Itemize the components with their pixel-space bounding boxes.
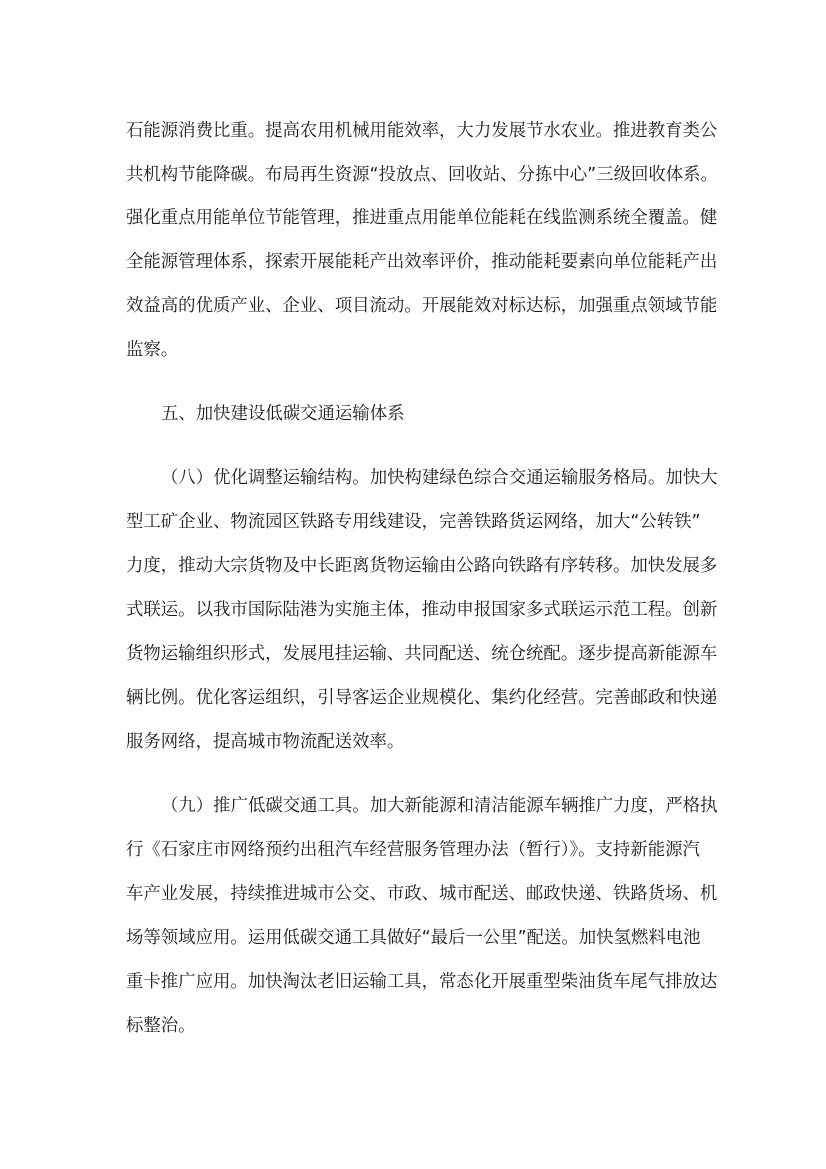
text-line: 效益高的优质产业、企业、项目流动。开展能效对标达标，加强重点领域节能 <box>126 296 718 316</box>
text-line: 车产业发展，持续推进城市公交、市政、城市配送、邮政快递、铁路货场、机 <box>126 884 718 904</box>
text-line: （九）推广低碳交通工具。加大新能源和清洁能源车辆推广力度，严格执 <box>161 796 718 816</box>
text-line: 货物运输组织形式，发展甩挂运输、共同配送、统仓统配。逐步提高新能源车 <box>126 644 718 664</box>
text-line: 式联运。以我市国际陆港为实施主体，推动申报国家多式联运示范工程。创新 <box>126 600 718 620</box>
text-line: 场等领域应用。运用低碳交通工具做好“最后一公里”配送。加快氢燃料电池 <box>126 928 701 948</box>
text-line: 重卡推广应用。加快淘汰老旧运输工具，常态化开展重型柴油货车尾气排放达 <box>126 972 718 992</box>
text-line: 全能源管理体系，探索开展能耗产出效率评价，推动能耗要素向单位能耗产出 <box>126 252 718 272</box>
text-line: （八）优化调整运输结构。加快构建绿色综合交通运输服务格局。加快大 <box>161 468 718 488</box>
section-heading: 五、加快建设低碳交通运输体系 <box>161 404 405 424</box>
text-line: 力度，推动大宗货物及中长距离货物运输由公路向铁路有序转移。加快发展多 <box>126 556 718 576</box>
text-line: 行《石家庄市网络预约出租汽车经营服务管理办法（暂行）》。支持新能源汽 <box>126 840 700 860</box>
text-line: 服务网络，提高城市物流配送效率。 <box>126 732 405 752</box>
text-line: 辆比例。优化客运组织，引导客运企业规模化、集约化经营。完善邮政和快递 <box>126 688 718 708</box>
text-line: 石能源消费比重。提高农用机械用能效率，大力发展节水农业。推进教育类公 <box>126 121 718 141</box>
text-line: 监察。 <box>126 340 179 360</box>
text-line: 强化重点用能单位节能管理，推进重点用能单位能耗在线监测系统全覆盖。健 <box>126 208 718 228</box>
text-line: 型工矿企业、物流园区铁路专用线建设，完善铁路货运网络，加大“公转铁” <box>126 512 701 532</box>
text-line: 共机构节能降碳。布局再生资源“投放点、回收站、分拣中心”三级回收体系。 <box>126 165 718 185</box>
text-line: 标整治。 <box>126 1016 196 1036</box>
